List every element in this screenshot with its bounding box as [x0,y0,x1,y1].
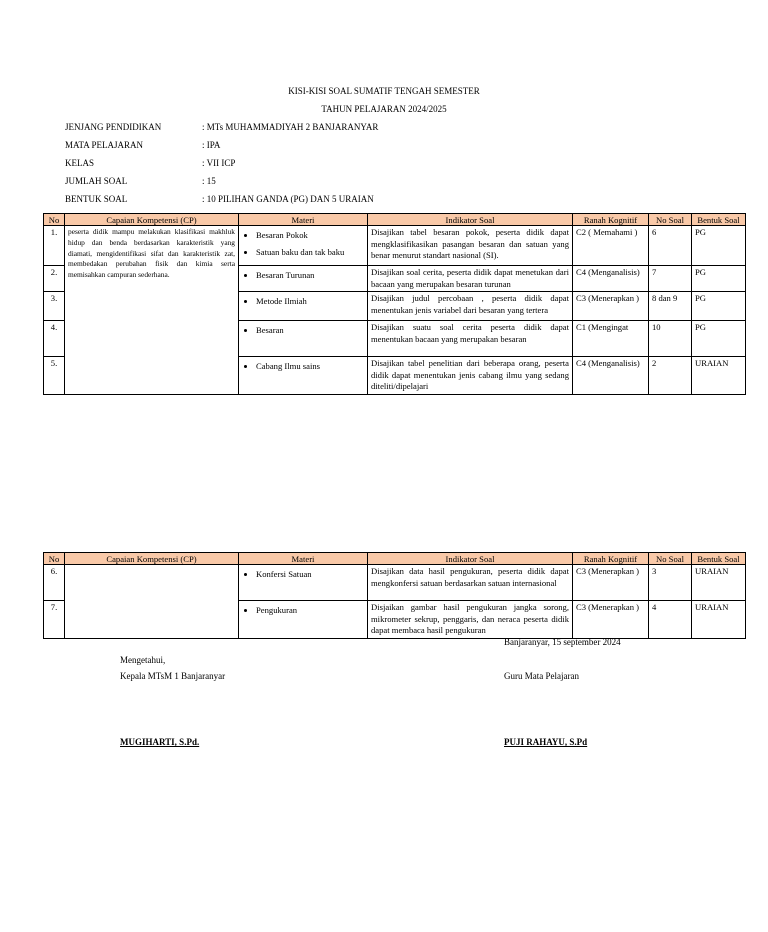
cell-materi [239,226,368,266]
meta-label: BENTUK SOAL [65,194,128,204]
cell-ranah: C4 (Menganalisis) [573,357,649,395]
headmaster-title: Kepala MTsM 1 Banjaranyar [120,671,226,681]
header-ranah: Ranah Kognitif [573,553,649,565]
cell-bentuk: URAIAN [692,357,746,395]
cell-materi [239,601,368,639]
header-no: No [44,214,65,226]
meta-row-jenjang [65,122,378,132]
meta-value: : VII ICP [202,158,236,168]
cell-no: 5. [44,357,65,395]
materi-item: • Besaran [256,325,364,336]
cell-materi [239,565,368,601]
cell-no-soal: 7 [649,266,692,292]
cell-no: 2. [44,266,65,292]
headmaster-name: MUGIHARTI, S.Pd. [120,737,200,747]
cell-indikator: Disajikan data hasil pengukuran, peserta didik dapat mengkonfersi satuan berdasarkan satuan internasional [368,565,573,601]
header-indikator: Indikator Soal [368,553,573,565]
cell-no: 6. [44,565,65,601]
cell-bentuk: PG [692,226,746,266]
header-materi: Materi [239,214,368,226]
cell-no-soal: 3 [649,565,692,601]
materi-item: • Pengukuran [256,605,364,616]
meta-label: MATA PELAJARAN [65,140,144,150]
cell-indikator: Disajikan suatu soal cerita peserta didik dapat menentukan bacaan yang merupakan besaran [368,321,573,357]
meta-row-jumlah [65,176,216,186]
kisi-kisi-table-2 [43,552,746,639]
cell-no: 4. [44,321,65,357]
teacher-title: Guru Mata Pelajaran [504,671,579,681]
cell-bentuk: PG [692,321,746,357]
header-materi: Materi [239,553,368,565]
cell-ranah: C4 (Menganalisis) [573,266,649,292]
header-cp: Capaian Kompetensi (CP) [65,214,239,226]
cell-capaian-kompetensi: peserta didik mampu melakukan klasifikasi makhluk hidup dan benda berdasarkan karakteristik yang diamati, mengidentifikasi sifat dan karakteristik zat, membedakan perubahan fisik dan kimia serta memisahkan campuran sederhana. [65,226,239,395]
cell-ranah: C1 (Mengingat [573,321,649,357]
cell-materi [239,321,368,357]
cell-indikator: Disajikan tabel besaran pokok, peserta didik dapat mengklasifikasikan pasangan besaran dan satuan yang benar menurut standart nasional (SI). [368,226,573,266]
cell-indikator: Disjaikan gambar hasil pengukuran jangka sorong, mikrometer sekrup, penggaris, dan neraca peserta didik dapat membaca hasil pengukuran [368,601,573,639]
materi-item: • Satuan baku dan tak baku [256,247,364,258]
header-ranah: Ranah Kognitif [573,214,649,226]
place-date: Banjaranyar, 15 september 2024 [504,637,621,647]
meta-label: JENJANG PENDIDIKAN [65,122,162,132]
header-no-soal: No Soal [649,214,692,226]
cell-bentuk: PG [692,266,746,292]
cell-bentuk: URAIAN [692,565,746,601]
kisi-kisi-table-1 [43,213,746,395]
cell-capaian-kompetensi-empty [65,565,239,639]
cell-bentuk: URAIAN [692,601,746,639]
document-subtitle: TAHUN PELAJARAN 2024/2025 [321,104,447,114]
cell-no-soal: 8 dan 9 [649,292,692,321]
cell-indikator: Disajikan soal cerita, peserta didik dapat menetukan dari bacaan yang merupakan besaran turunan [368,266,573,292]
materi-item: • Besaran Turunan [256,270,364,281]
acknowledged-label: Mengetahui, [120,655,166,665]
header-cp: Capaian Kompetensi (CP) [65,553,239,565]
meta-label: KELAS [65,158,94,168]
header-no-soal: No Soal [649,553,692,565]
header-no: No [44,553,65,565]
cell-bentuk: PG [692,292,746,321]
materi-item: • Besaran Pokok [256,230,364,241]
cell-ranah: C2 ( Memahami ) [573,226,649,266]
cell-materi [239,357,368,395]
materi-item: • Metode Ilmiah [256,296,364,307]
cell-materi [239,292,368,321]
table-row [44,565,746,601]
meta-row-mapel [65,140,220,150]
cell-ranah: C3 (Menerapkan ) [573,565,649,601]
meta-value: : MTs MUHAMMADIYAH 2 BANJARANYAR [202,122,379,132]
meta-row-bentuk [65,194,374,204]
cell-no: 7. [44,601,65,639]
materi-item: • Konfersi Satuan [256,569,364,580]
cell-no-soal: 6 [649,226,692,266]
cell-no-soal: 10 [649,321,692,357]
meta-value: : 10 PILIHAN GANDA (PG) DAN 5 URAIAN [202,194,374,204]
teacher-name: PUJI RAHAYU, S.Pd [504,737,588,747]
cell-no-soal: 2 [649,357,692,395]
cell-no: 3. [44,292,65,321]
meta-value: : IPA [202,140,221,150]
cell-ranah: C3 (Menerapkan ) [573,292,649,321]
cell-no-soal: 4 [649,601,692,639]
header-indikator: Indikator Soal [368,214,573,226]
cell-ranah: C3 (Menerapkan ) [573,601,649,639]
header-bentuk: Bentuk Soal [692,553,746,565]
cell-materi [239,266,368,292]
materi-item: • Cabang Ilmu sains [256,361,364,372]
meta-label: JUMLAH SOAL [65,176,128,186]
cell-indikator: Disajikan judul percobaan , peserta didik dapat menentukan jenis variabel dari besaran yang tertera [368,292,573,321]
cell-indikator: Disajikan tabel penelitian dari beberapa orang, peserta didik dapat menentukan jenis cabang ilmu yang sedang diteliti/dipelajari [368,357,573,395]
document-title: KISI-KISI SOAL SUMATIF TENGAH SEMESTER [288,86,480,96]
header-bentuk: Bentuk Soal [692,214,746,226]
table-row [44,226,746,266]
cell-no: 1. [44,226,65,266]
meta-value: : 15 [202,176,216,186]
meta-row-kelas [65,158,235,168]
